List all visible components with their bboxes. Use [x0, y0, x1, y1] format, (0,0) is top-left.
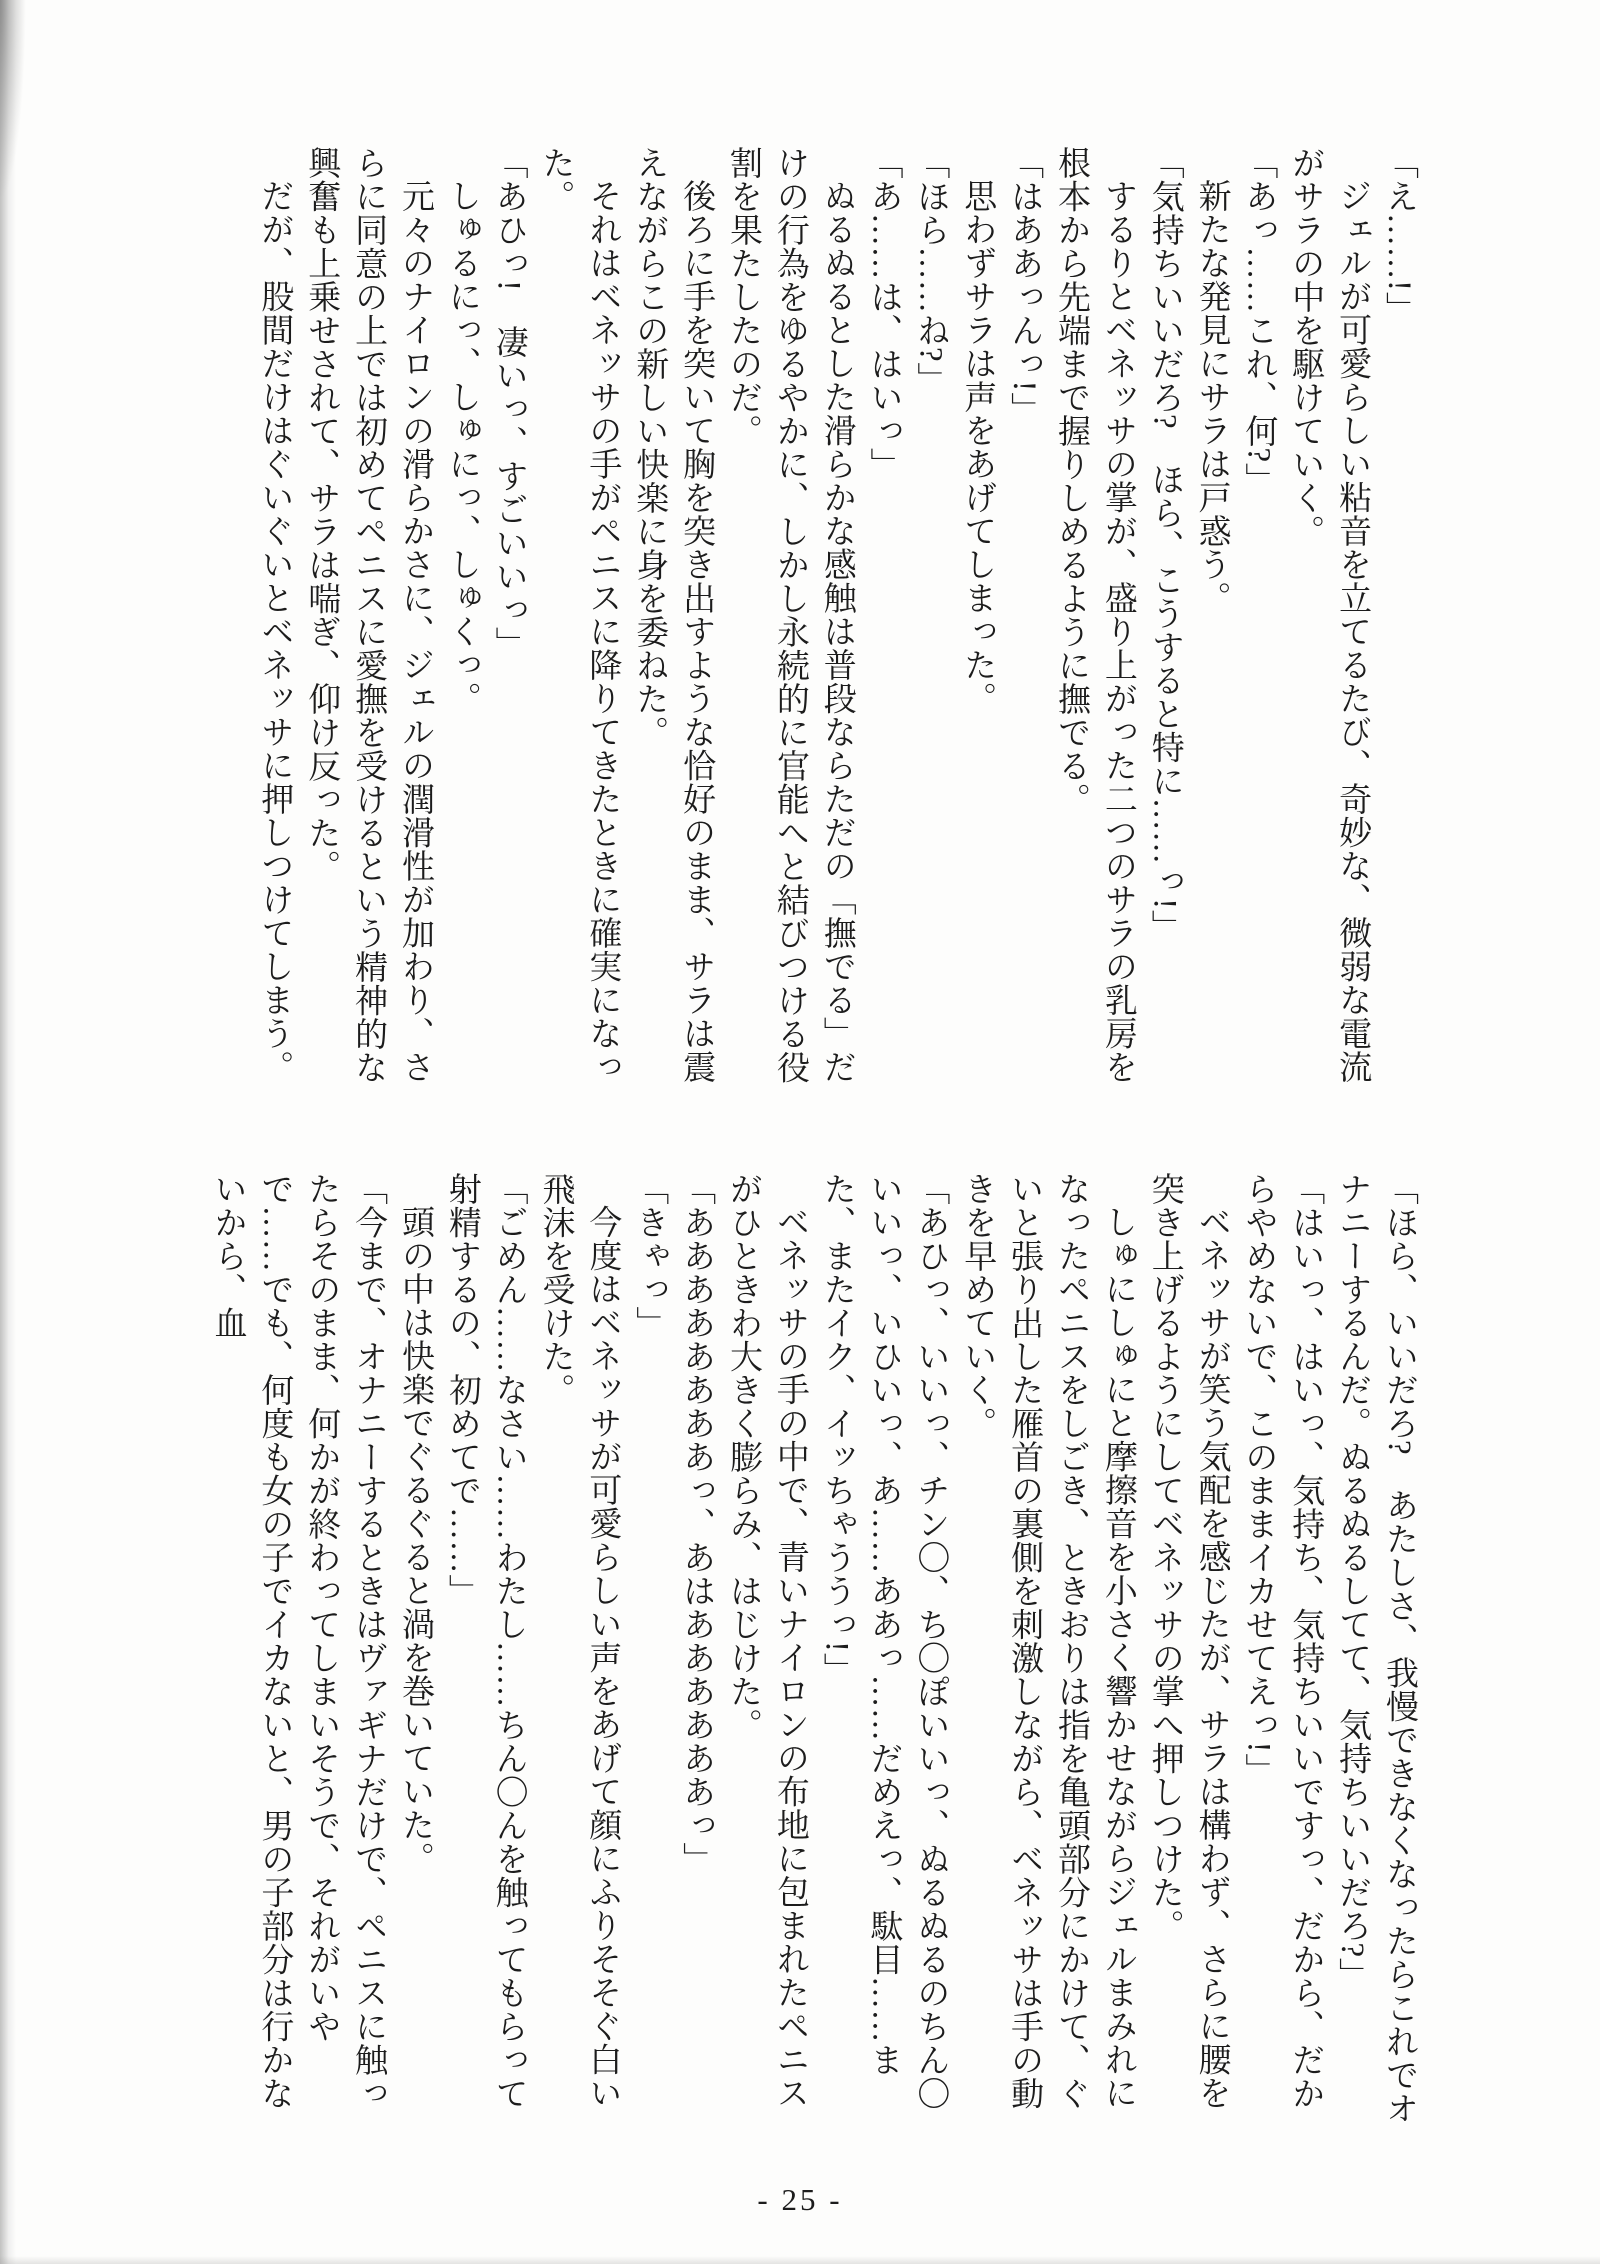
- paragraph: 「あひっ! 凄いっ、すごいいっ」: [490, 146, 527, 660]
- paragraph: 思わずサラは声をあげてしまった。: [959, 179, 996, 715]
- paragraph: 「え……!」: [1381, 146, 1417, 325]
- paragraph: 「あっ……これ、何?」: [1240, 146, 1277, 497]
- paragraph: ベネッサの手の中で、青いナイロンの布地に包まれたペニスがひときわ大きく膨らみ、はじけた。: [724, 1172, 808, 2110]
- paragraph: 元々のナイロンの滑らかさに、ジェルの潤滑性が加わり、さらに同意の上では初めてペニスに愛撫を受けるという精神的な興奮も上乗せされて、サラは喘ぎ、仰け反った。: [303, 146, 433, 1084]
- paragraph: 「ほら、いいだろ? あたしさ、我慢できなくなったらこれでオナニーするんだ。ぬるぬるしてて、気持ちいいだろ?」: [1334, 1172, 1417, 2126]
- text-block-top: [251, 146, 1422, 1104]
- text-block-bottom: [204, 1172, 1422, 2130]
- paragraph: 「きゃっ」: [631, 1172, 668, 1340]
- paragraph: 「はいっ、はいっ、気持ち、気持ちいいですっ、だから、だからやめないで、このままイカせてえっ!」: [1240, 1172, 1324, 2110]
- scan-edge-shadow-left: [0, 0, 16, 2264]
- paragraph: 頭の中は快楽でぐるぐると渦を巻いていた。: [396, 1205, 433, 1875]
- paragraph: 「ああああああああっ、あはああああああっ」: [678, 1172, 715, 1876]
- paragraph: 新たな発見にサラは戸惑う。: [1193, 179, 1230, 615]
- paragraph: しゅるにっ、しゅにっ、しゅくっ。: [443, 179, 480, 715]
- paragraph: 「気持ちいいだろ? ほら、こうすると特に……っ!」: [1146, 146, 1183, 944]
- paragraph: しゅにしゅにと摩擦音を小さく響かせながらジェルまみれになったペニスをしごき、ときおりは指を亀頭部分にかけて、ぐいと張り出した雁首の裏側を刺激しながら、ベネッサは手の動きを早めていく。: [959, 1172, 1136, 2110]
- paragraph: 「ごめん……なさい……わたし……ちん〇んを触ってもらって射精するの、初めてで……」: [443, 1172, 527, 2110]
- scan-edge-shadow-corner: [0, 0, 26, 200]
- paragraph: ベネッサが笑う気配を感じたが、サラは構わず、さらに腰を突き上げるようにしてベネッサの掌へ押しつけた。: [1146, 1172, 1230, 2110]
- paragraph: 今度はベネッサが可愛らしい声をあげて顔にふりそそぐ白い飛沫を受けた。: [537, 1172, 621, 2110]
- paragraph: 「ほら……ね?」: [912, 146, 949, 396]
- paragraph: それはベネッサの手がペニスに降りてきたときに確実になった。: [537, 146, 621, 1084]
- paragraph: 後ろに手を突いて胸を突き出すような恰好のまま、サラは震えながらこの新しい快楽に身を委ねた。: [631, 146, 715, 1084]
- paragraph: するりとベネッサの掌が、盛り上がった二つのサラの乳房を根本から先端まで握りしめるように撫でる。: [1052, 146, 1136, 1084]
- paragraph: ぬるぬるとした滑らかな感触は普段ならただの「撫でる」だけの行為をゆるやかに、しかし永続的に官能へと結びつける役割を果たしたのだ。: [724, 146, 855, 1084]
- paragraph: 「今まで、オナニーするときはヴァギナだけで、ペニスに触ったらそのまま、何かが終わってしまいそうで、それがいやで……でも、何度も女の子でイカないと、男の子部分は行かないから、血: [209, 1172, 387, 2110]
- page-number: - 25 -: [757, 2182, 843, 2217]
- paragraph: 「あひっ、いいっ、チン〇、ち〇ぽいいっ、ぬるぬるのちん〇いいっ、いひいっ、あ……ああっ……だめえっ、駄目……また、またイク、イッちゃううっ!」: [818, 1172, 949, 2110]
- paragraph: 「はああっんっ!」: [1006, 146, 1043, 426]
- scan-edge-shadow-bottom: [0, 2256, 1600, 2264]
- paragraph: だが、股間だけはぐいぐいとベネッサに押しつけてしまう。: [256, 179, 293, 1084]
- paragraph: ジェルが可愛らしい粘音を立てるたび、奇妙な、微弱な電流がサラの中を駆けていく。: [1287, 146, 1371, 1084]
- paragraph: 「あ……は、はいっ」: [865, 146, 902, 481]
